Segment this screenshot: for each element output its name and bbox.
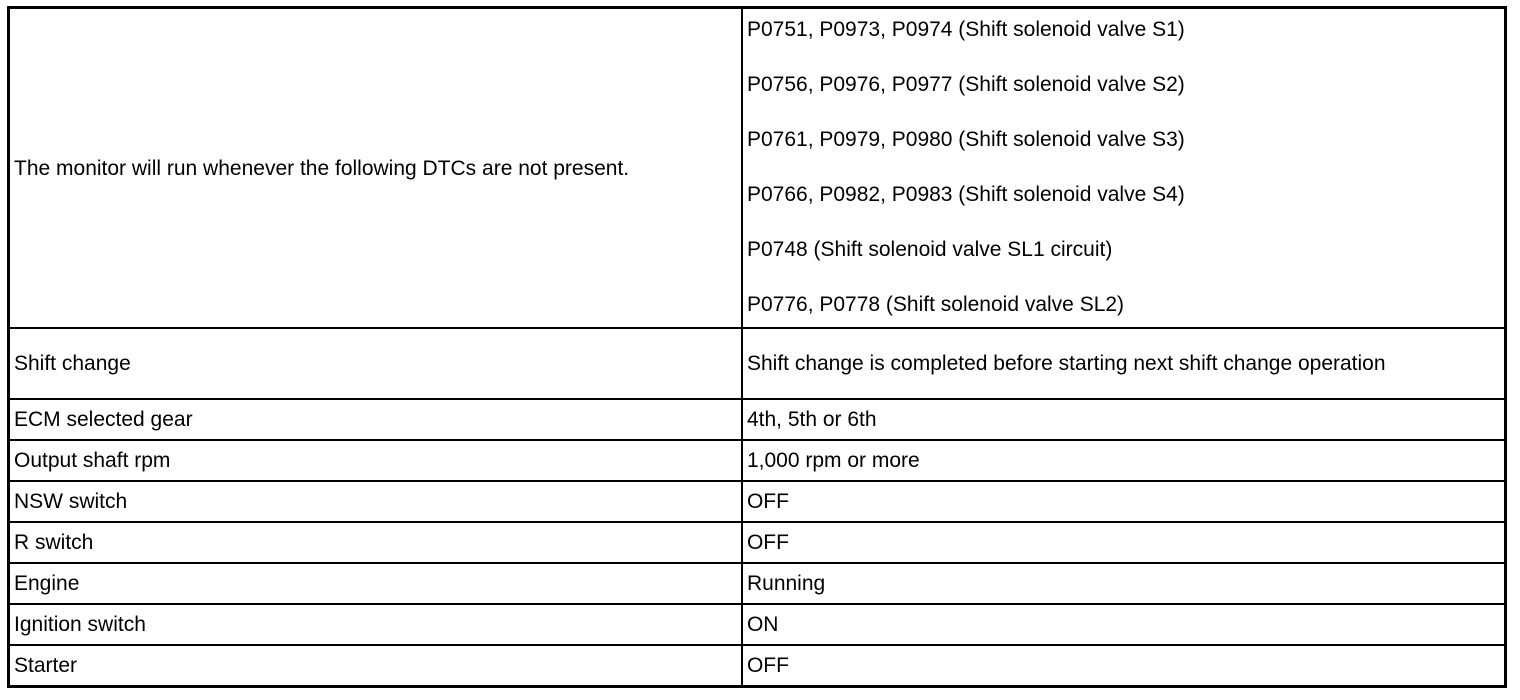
dtc-list-item: P0766, P0982, P0983 (Shift solenoid valve S4) [746,183,1185,206]
dtc-list-cell [742,8,1506,329]
dtc-list-item: P0756, P0976, P0977 (Shift solenoid valve S2) [746,73,1185,96]
table-row-shift-change [9,328,1506,399]
table-row-engine [9,563,1506,604]
item-cell: Ignition switch [9,604,742,645]
dtc-list-item: P0751, P0973, P0974 (Shift solenoid valve S1) [746,18,1185,41]
dtc-list-item: P0761, P0979, P0980 (Shift solenoid valve S3) [746,128,1185,151]
value-cell: OFF [742,645,1506,687]
table-row-ignition-switch [9,604,1506,645]
item-cell: Engine [9,563,742,604]
value-cell: OFF [742,481,1506,522]
monitor-conditions-table [7,6,1507,688]
value-cell: Shift change is completed before starting next shift change operation [742,328,1506,399]
value-cell: OFF [742,522,1506,563]
value-cell: ON [742,604,1506,645]
table-row-starter [9,645,1506,687]
item-cell: Starter [9,645,742,687]
item-cell: NSW switch [9,481,742,522]
table-row-dtc-conditions [9,8,1506,329]
table-row-nsw-switch [9,481,1506,522]
value-cell: Running [742,563,1506,604]
value-cell: 4th, 5th or 6th [742,399,1506,440]
dtc-list [747,15,1500,324]
dtc-list-item: P0776, P0778 (Shift solenoid valve SL2) [746,293,1125,316]
item-cell: ECM selected gear [9,399,742,440]
table-row-output-shaft-rpm [9,440,1506,481]
table-row-ecm-selected-gear [9,399,1506,440]
dtc-condition-cell: The monitor will run whenever the following DTCs are not present. [9,8,742,329]
item-cell: Output shaft rpm [9,440,742,481]
item-cell: Shift change [9,328,742,399]
item-cell: R switch [9,522,742,563]
value-cell: 1,000 rpm or more [742,440,1506,481]
dtc-list-item: P0748 (Shift solenoid valve SL1 circuit) [746,238,1113,261]
table-row-r-switch [9,522,1506,563]
